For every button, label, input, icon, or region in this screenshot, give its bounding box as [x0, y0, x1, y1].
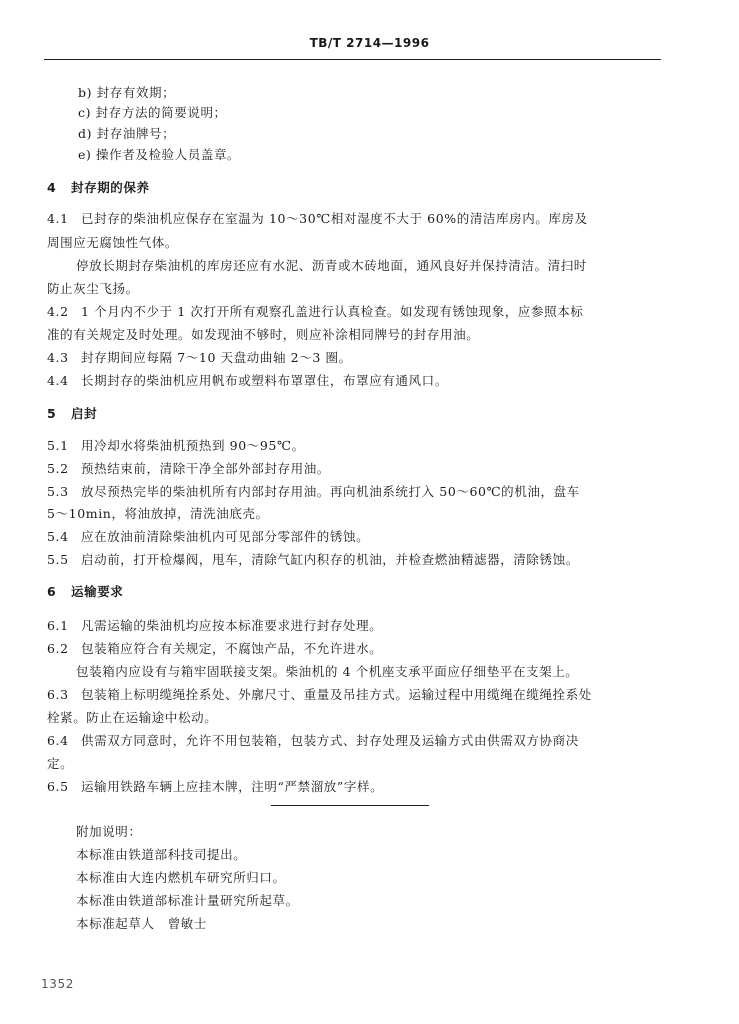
list-item-e: e) 操作者及检验人员盖章。 — [78, 147, 241, 162]
clause-6-2-number: 6.2 — [47, 641, 69, 656]
clause-6-5-line-1 — [47, 777, 383, 797]
section-5-heading — [47, 404, 97, 424]
clause-5-4-line-1 — [47, 527, 369, 547]
section-6-heading — [47, 582, 123, 602]
clause-5-2-number: 5.2 — [47, 461, 69, 476]
clause-5-3-line-1 — [47, 482, 580, 502]
clause-6-4-line-1 — [47, 731, 579, 751]
clause-6-5-text: 运输用铁路车辆上应挂木牌，注明“严禁溜放”字样。 — [81, 779, 384, 794]
list-item-c: c) 封存方法的简要说明； — [78, 105, 227, 120]
list-item-d: d) 封存油牌号； — [78, 126, 176, 141]
clause-4-2-line-1 — [47, 302, 583, 322]
clause-6-4-line-2: 定。 — [47, 756, 74, 771]
clause-6-5-number: 6.5 — [47, 779, 69, 794]
clause-4-4-text: 长期封存的柴油机应用帆布或塑料布罩罩住，布罩应有通风口。 — [81, 373, 448, 388]
clause-6-4-number: 6.4 — [47, 733, 69, 748]
clause-6-1-number: 6.1 — [47, 618, 69, 633]
clause-5-2-text: 预热结束前，清除干净全部外部封存用油。 — [81, 461, 330, 476]
clause-4-1-text: 已封存的柴油机应保存在室温为 10～30℃相对湿度不大于 60%的清洁库房内。库房及 — [81, 211, 588, 226]
clause-4-4-number: 4.4 — [47, 373, 69, 388]
notes-line-4: 本标准起草人 曾敏士 — [76, 916, 208, 931]
clause-6-1-text: 凡需运输的柴油机均应按本标准要求进行封存处理。 — [81, 618, 383, 633]
clause-4-3-line-1 — [47, 348, 352, 368]
clause-6-1-line-1 — [47, 616, 382, 636]
header-divider — [44, 59, 661, 60]
clause-4-1-para-2-line-2: 防止灰尘飞扬。 — [47, 281, 139, 296]
notes-line-3: 本标准由铁道部标准计量研究所起草。 — [76, 893, 299, 908]
clause-4-2-line-2: 准的有关规定及时处理。如发现油不够时，则应补涂相同牌号的封存用油。 — [47, 327, 480, 342]
clause-5-1-number: 5.1 — [47, 438, 69, 453]
clause-5-5-line-1 — [47, 550, 579, 570]
list-item-b: b) 封存有效期； — [78, 85, 176, 100]
section-6-title: 运输要求 — [71, 584, 124, 599]
clause-4-1-line-1 — [47, 209, 588, 229]
page-header-standard-code: TB/T 2714—1996 — [309, 36, 430, 50]
end-of-text-rule — [271, 805, 429, 806]
clause-5-1-text: 用冷却水将柴油机预热到 90～95℃。 — [81, 438, 305, 453]
clause-4-3-text: 封存期间应每隔 7～10 天盘动曲轴 2～3 圈。 — [81, 350, 352, 365]
clause-5-3-text: 放尽预热完毕的柴油机所有内部封存用油。再向机油系统打入 50～60℃的机油，盘车 — [81, 484, 580, 499]
clause-4-4-line-1 — [47, 371, 448, 391]
notes-line-2: 本标准由大连内燃机车研究所归口。 — [76, 870, 286, 885]
clause-4-1-line-2: 周围应无腐蚀性气体。 — [47, 235, 179, 250]
clause-4-1-number: 4.1 — [47, 211, 69, 226]
clause-6-2-line-1 — [47, 639, 382, 659]
clause-4-1-para-2-line-1: 停放长期封存柴油机的库房还应有水泥、沥青或木砖地面，通风良好并保持清洁。清扫时 — [76, 258, 587, 273]
clause-5-2-line-1 — [47, 459, 330, 479]
clause-6-3-text: 包装箱上标明缆绳拴系处、外廓尺寸、重量及吊挂方式。运输过程中用缆绳在缆绳拴系处 — [81, 687, 592, 702]
notes-line-1: 本标准由铁道部科技司提出。 — [76, 847, 247, 862]
clause-6-4-text: 供需双方同意时，允许不用包装箱，包装方式、封存处理及运输方式由供需双方协商决 — [81, 733, 579, 748]
clause-5-5-text: 启动前，打开检爆阀，甩车，清除气缸内积存的机油，并检查燃油精滤器，清除锈蚀。 — [81, 552, 579, 567]
section-5-number: 5 — [47, 406, 57, 421]
clause-4-2-number: 4.2 — [47, 304, 69, 319]
page-number: 1352 — [41, 977, 74, 991]
section-4-title: 封存期的保养 — [71, 180, 150, 195]
section-5-title: 启封 — [71, 406, 98, 421]
section-4-heading — [47, 178, 150, 198]
section-4-number: 4 — [47, 180, 57, 195]
clause-5-4-text: 应在放油前清除柴油机内可见部分零部件的锈蚀。 — [81, 529, 370, 544]
clause-5-3-number: 5.3 — [47, 484, 69, 499]
section-6-number: 6 — [47, 584, 57, 599]
clause-6-3-number: 6.3 — [47, 687, 69, 702]
clause-5-3-line-2: 5～10min，将油放掉，清洗油底壳。 — [47, 506, 269, 521]
clause-5-1-line-1 — [47, 436, 305, 456]
clause-6-3-line-2: 栓紧。防止在运输途中松动。 — [47, 710, 218, 725]
clause-5-5-number: 5.5 — [47, 552, 69, 567]
clause-6-2-text: 包装箱应符合有关规定，不腐蚀产品，不允许进水。 — [81, 641, 383, 656]
clause-4-2-text: 1 个月内不少于 1 次打开所有观察孔盖进行认真检查。如发现有锈蚀现象，应参照本标 — [81, 304, 584, 319]
clause-5-4-number: 5.4 — [47, 529, 69, 544]
clause-6-2-para-2-line-1: 包装箱内应设有与箱牢固联接支架。柴油机的 4 个机座支承平面应仔细垫平在支架上。 — [76, 664, 579, 679]
notes-title: 附加说明： — [76, 824, 142, 839]
clause-4-3-number: 4.3 — [47, 350, 69, 365]
clause-6-3-line-1 — [47, 685, 592, 705]
